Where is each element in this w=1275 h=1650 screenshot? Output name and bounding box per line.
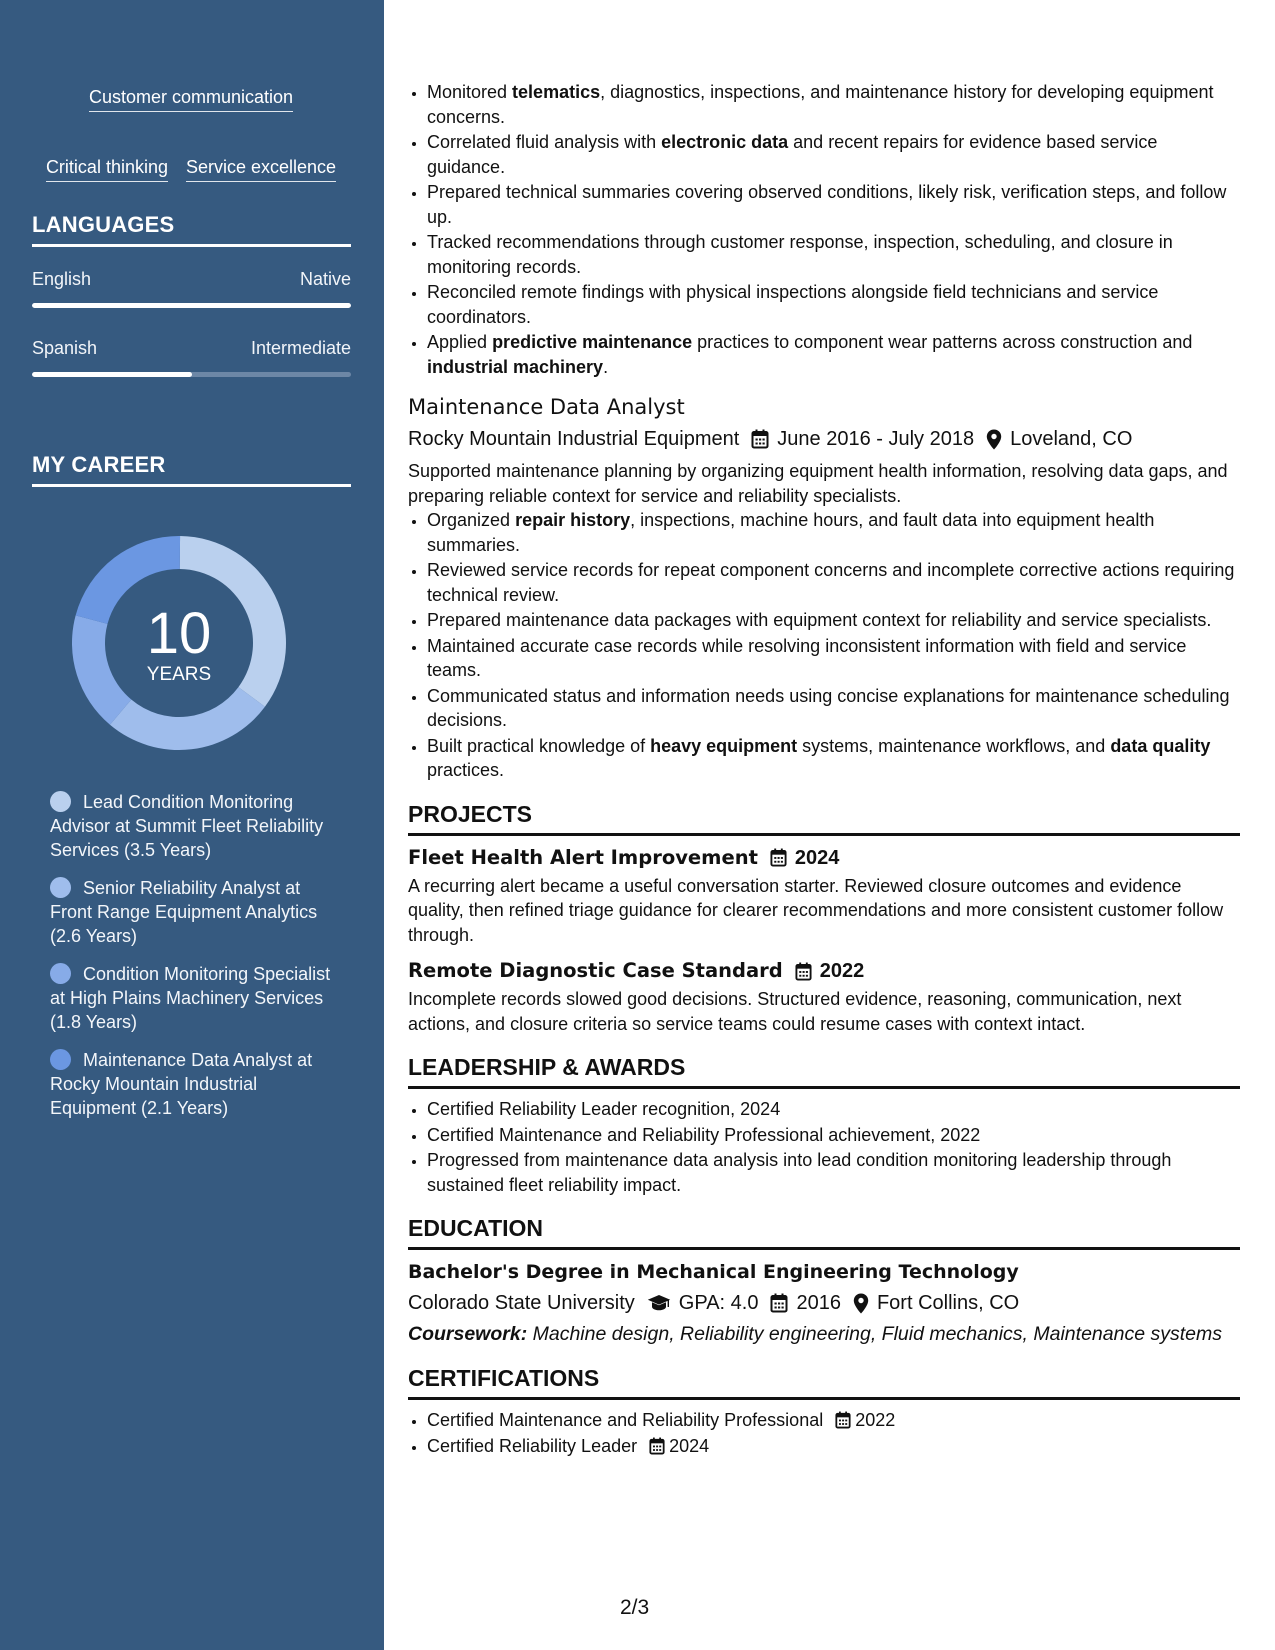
language-proficiency-fill: [32, 303, 351, 308]
company-name: Rocky Mountain Industrial Equipment: [408, 428, 740, 450]
skills-list: [32, 86, 350, 182]
language-name: Spanish: [32, 338, 98, 358]
bullet-item: • Prepared technical summaries covering observed conditions, likely risk, verification steps, and follow up.: [427, 180, 1240, 229]
job-meta: [408, 424, 1240, 454]
language-level: Native: [299, 269, 351, 289]
language-proficiency-bar: [32, 303, 351, 308]
map-pin-icon: [853, 1293, 869, 1314]
legend-dot: [50, 1049, 71, 1070]
bullet-item: • Tracked recommendations through customer response, inspection, scheduling, and closure in monitoring records.: [427, 230, 1240, 279]
career-legend: [50, 790, 340, 1134]
calendar-icon: [770, 1293, 788, 1313]
legend-dot: [50, 877, 71, 898]
certification-name: • Certified Reliability Leader: [427, 1435, 638, 1456]
career-legend-item: [50, 876, 340, 948]
bullet-item: • Reconciled remote findings with physical inspections alongside field technicians and service coordinators.: [427, 280, 1240, 329]
certification-item: [427, 1434, 1240, 1459]
career-legend-item: [50, 962, 340, 1034]
certification-item: [427, 1408, 1240, 1433]
sidebar: [0, 0, 384, 1650]
languages-heading: LANGUAGES: [32, 212, 351, 247]
education-heading: EDUCATION: [408, 1213, 1240, 1250]
job-summary: Supported maintenance planning by organizing equipment health information, resolving data gaps, and preparing reliable context for service and reliability specialists.: [408, 461, 1228, 506]
project-year: 2024: [794, 846, 840, 869]
language-proficiency-fill: [32, 372, 192, 377]
project-year: 2022: [819, 960, 865, 982]
calendar-icon: [649, 1437, 665, 1455]
education-degree: Bachelor's Degree in Mechanical Engineering Technology: [408, 1261, 1019, 1283]
career-legend-text: Senior Reliability Analyst at Front Range Equipment Analytics (2.6 Years): [50, 878, 318, 946]
calendar-icon: [770, 848, 787, 867]
leadership-list: [408, 1097, 1240, 1197]
bullet-item: • Prepared maintenance data packages with equipment context for reliability and service specialists.: [427, 608, 1240, 633]
language-name: English: [32, 269, 92, 289]
job-title: Maintenance Data Analyst: [408, 395, 685, 419]
career-legend-text: Maintenance Data Analyst at Rocky Mountain Industrial Equipment (2.1 Years): [50, 1050, 313, 1118]
language-item: [32, 268, 351, 308]
language-level: Intermediate: [250, 338, 351, 358]
legend-dot: [50, 963, 71, 984]
main-content: [408, 80, 1240, 1459]
leadership-item: • Certified Maintenance and Reliability Professional achievement, 2022: [427, 1123, 1240, 1148]
career-legend-item: [50, 1048, 340, 1120]
language-item: [32, 337, 351, 377]
leadership-heading: LEADERSHIP & AWARDS: [408, 1052, 1240, 1089]
bullet-item: • Organized repair history, inspections, machine hours, and fault data into equipment health summaries.: [427, 508, 1240, 557]
graduation-cap-icon: [647, 1294, 671, 1312]
project-description: Incomplete records slowed good decisions. Structured evidence, reasoning, communication, next actions, and closure criteria so service teams could resume cases with context intact.: [408, 989, 1182, 1034]
legend-dot: [50, 791, 71, 812]
skill-tag: Service excellence: [186, 156, 336, 182]
certification-year: 2024: [669, 1435, 710, 1456]
calendar-icon: [751, 429, 769, 449]
project-item: [408, 957, 1240, 1036]
project-title: Remote Diagnostic Case Standard: [408, 959, 783, 982]
graduation-year: 2016: [796, 1292, 841, 1314]
coursework: [408, 1322, 1240, 1347]
project-title: Fleet Health Alert Improvement: [408, 845, 758, 869]
map-pin-icon: [986, 429, 1002, 450]
projects-heading: PROJECTS: [408, 799, 1240, 836]
project-item: [408, 844, 1240, 948]
certifications-heading: CERTIFICATIONS: [408, 1363, 1240, 1400]
bullet-item: • Applied predictive maintenance practices to component wear patterns across construction and industrial machinery.: [427, 330, 1240, 379]
job-bullets: [408, 508, 1240, 783]
skill-tag: Critical thinking: [46, 156, 168, 182]
page-number: 2/3: [620, 1596, 650, 1619]
career-heading: MY CAREER: [32, 452, 351, 487]
language-proficiency-bar: [32, 372, 351, 377]
coursework-list: Machine design, Reliability engineering, Fluid mechanics, Maintenance systems: [527, 1323, 1222, 1345]
certification-year: 2022: [855, 1410, 896, 1430]
leadership-item: • Progressed from maintenance data analysis into lead condition monitoring leadership through sustained fleet reliability impact.: [427, 1148, 1240, 1197]
bullet-item: • Monitored telematics, diagnostics, inspections, and maintenance history for developing equipment concerns.: [427, 80, 1240, 129]
job-dates: June 2016 - July 2018: [777, 428, 975, 450]
calendar-icon: [835, 1411, 851, 1429]
bullet-item: • Maintained accurate case records while resolving inconsistent information with field and service teams.: [427, 634, 1240, 683]
previous-job-bullets: [408, 80, 1240, 379]
bullet-item: • Communicated status and information needs using concise explanations for maintenance scheduling decisions.: [427, 684, 1240, 733]
career-legend-text: Lead Condition Monitoring Advisor at Summit Fleet Reliability Services (3.5 Years): [50, 792, 324, 860]
certifications-list: [408, 1408, 1240, 1458]
project-description: A recurring alert became a useful conversation starter. Reviewed closure outcomes and evidence quality, then refined triage guidance for clearer recommendations and more consistent customer follow through.: [408, 875, 1224, 945]
school-location: Fort Collins, CO: [876, 1292, 1020, 1314]
coursework-label: Coursework:: [408, 1323, 528, 1345]
career-legend-text: Condition Monitoring Specialist at High Plains Machinery Services (1.8 Years): [50, 964, 331, 1032]
career-legend-item: [50, 790, 340, 862]
job-location: Loveland, CO: [1010, 428, 1133, 450]
school-name: Colorado State University: [408, 1292, 635, 1314]
career-total-years: 10: [146, 601, 212, 666]
bullet-item: • Correlated fluid analysis with electronic data and recent repairs for evidence based service guidance.: [427, 130, 1240, 179]
leadership-item: • Certified Reliability Leader recognition, 2024: [427, 1097, 1240, 1122]
calendar-icon: [795, 962, 812, 981]
bullet-item: • Built practical knowledge of heavy equipment systems, maintenance workflows, and data quality practices.: [427, 734, 1240, 783]
bullet-item: • Reviewed service records for repeat component concerns and incomplete corrective actions requiring technical review.: [427, 558, 1240, 607]
education-meta: [408, 1288, 1240, 1318]
skill-tag: Customer communication: [89, 86, 293, 112]
career-total-unit: YEARS: [146, 664, 212, 685]
certification-name: • Certified Maintenance and Reliability Professional: [427, 1410, 824, 1430]
gpa: GPA: 4.0: [678, 1292, 759, 1314]
career-donut-slice: [110, 687, 265, 750]
